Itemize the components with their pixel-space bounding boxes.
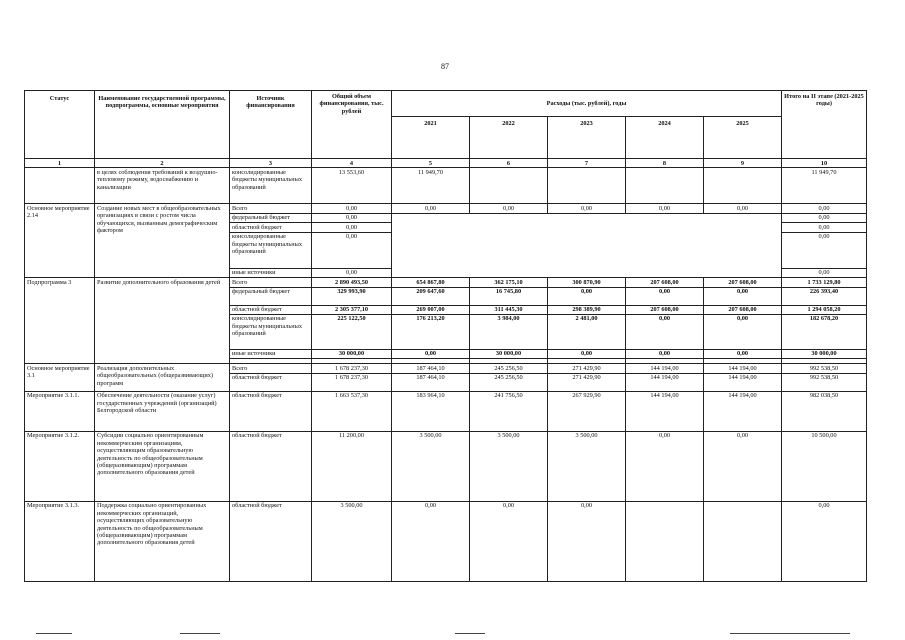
year-cell: 0,00: [548, 287, 626, 305]
header-total: Общий объем финансирования, тыс. рублей: [312, 91, 392, 159]
year-cell: 267 929,90: [548, 391, 626, 431]
year-cell: 0,00: [392, 501, 470, 581]
status-cell: Мероприятие 3.1.1.: [25, 391, 95, 431]
stage-cell: 182 678,20: [782, 314, 867, 349]
year-cell: 144 194,00: [626, 391, 704, 431]
status-cell: [25, 168, 95, 204]
stage-cell: 1 294 058,20: [782, 305, 867, 314]
source-cell: областной бюджет: [230, 431, 312, 501]
year-cell: 0,00: [548, 501, 626, 581]
table-row: [25, 364, 867, 373]
year-cell: 144 194,00: [704, 391, 782, 431]
status-cell: Основное мероприятие 3.1: [25, 364, 95, 391]
name-cell: Поддержка социально ориентированных некоммерческих организаций, осуществляющих образовательную деятельность по общеобразовательным (общеразвивающим) программам дополнительного образования детей: [95, 501, 230, 581]
status-cell: Подпрограмма 3: [25, 278, 95, 364]
year-cell: 3 984,00: [470, 314, 548, 349]
budget-table: [24, 90, 867, 582]
stage-cell: 30 000,00: [782, 349, 867, 358]
total-cell: 30 000,00: [312, 349, 392, 358]
year-cell: [548, 168, 626, 204]
header-year-2023: 2023: [548, 117, 626, 159]
year-cell: 654 867,80: [392, 278, 470, 287]
year-cell: 207 608,00: [626, 278, 704, 287]
source-cell: областной бюджет: [230, 223, 312, 232]
header-expenses: Расходы (тыс. рублей), годы: [392, 91, 782, 117]
source-cell: федеральный бюджет: [230, 213, 312, 222]
header-source: Источник финансирования: [230, 91, 312, 159]
total-cell: 0,00: [312, 268, 392, 277]
year-cell: 0,00: [626, 314, 704, 349]
year-cell: 0,00: [470, 501, 548, 581]
total-cell: 13 553,60: [312, 168, 392, 204]
stage-cell: 226 393,40: [782, 287, 867, 305]
header-year-2021: 2021: [392, 117, 470, 159]
stage-cell: 0,00: [782, 213, 867, 222]
year-cell: 3 500,00: [548, 431, 626, 501]
year-cell: 271 429,90: [548, 373, 626, 391]
source-cell: иные источники: [230, 268, 312, 277]
year-cell: 144 194,00: [704, 373, 782, 391]
year-cell: 0,00: [392, 204, 470, 213]
total-cell: 1 678 237,30: [312, 373, 392, 391]
year-cell: [704, 501, 782, 581]
stage-cell: 10 500,00: [782, 431, 867, 501]
page-edge-mark: [36, 633, 72, 634]
header-row: [25, 91, 867, 117]
name-cell: в целях соблюдения требований к воздушно-тепловому режиму, водоснабжению и канализации: [95, 168, 230, 204]
page-edge-mark: [730, 633, 850, 634]
header-name: Наименование государственной программы, подпрограммы, основные мероприятия: [95, 91, 230, 159]
year-cell: 207 608,00: [626, 305, 704, 314]
col-number: 4: [312, 159, 392, 168]
source-cell: областной бюджет: [230, 501, 312, 581]
year-cell: 187 464,10: [392, 364, 470, 373]
column-numbers-row: [25, 159, 867, 168]
year-cell: 3 500,00: [392, 431, 470, 501]
year-cell: 144 194,00: [626, 364, 704, 373]
header-year-2022: 2022: [470, 117, 548, 159]
header-year-2024: 2024: [626, 117, 704, 159]
source-cell: областной бюджет: [230, 305, 312, 314]
year-cell: 241 756,50: [470, 391, 548, 431]
table-row: [25, 431, 867, 501]
header-year-2025: 2025: [704, 117, 782, 159]
source-cell: иные источники: [230, 349, 312, 358]
col-number: 10: [782, 159, 867, 168]
year-cell: 2 481,00: [548, 314, 626, 349]
total-cell: 225 122,50: [312, 314, 392, 349]
year-cell: 0,00: [626, 349, 704, 358]
source-cell: Всего: [230, 204, 312, 213]
source-cell: федеральный бюджет: [230, 287, 312, 305]
year-cell: 269 007,00: [392, 305, 470, 314]
total-cell: 1 663 537,30: [312, 391, 392, 431]
header-status: Статус: [25, 91, 95, 159]
status-cell: Мероприятие 3.1.2.: [25, 431, 95, 501]
year-cell: 245 256,50: [470, 364, 548, 373]
header-stage-total: Итого на II этапе (2021-2025 годы): [782, 91, 867, 159]
stage-cell: 0,00: [782, 223, 867, 232]
col-number: 3: [230, 159, 312, 168]
year-cell: [470, 168, 548, 204]
name-cell: Создание новых мест в общеобразовательных организациях в связи с ростом числа обучающихся, вызванным демографическим фактором: [95, 204, 230, 278]
year-cell: [704, 168, 782, 204]
table-row: [25, 168, 867, 204]
page-edge-mark: [455, 633, 485, 634]
year-cell: 187 464,10: [392, 373, 470, 391]
total-cell: 11 200,00: [312, 431, 392, 501]
year-cell: 0,00: [704, 287, 782, 305]
year-cell: 0,00: [626, 431, 704, 501]
year-cell: 245 256,50: [470, 373, 548, 391]
total-cell: 3 500,00: [312, 501, 392, 581]
source-cell: Всего: [230, 278, 312, 287]
year-cell: [626, 501, 704, 581]
year-cell: 0,00: [548, 204, 626, 213]
stage-cell: 11 949,70: [782, 168, 867, 204]
year-cell: 0,00: [392, 349, 470, 358]
col-number: 2: [95, 159, 230, 168]
year-cell: 3 500,00: [470, 431, 548, 501]
year-cell: 298 389,90: [548, 305, 626, 314]
page-edge-mark: [180, 633, 220, 634]
status-cell: Мероприятие 3.1.3.: [25, 501, 95, 581]
col-number: 6: [470, 159, 548, 168]
year-cell: [626, 168, 704, 204]
total-cell: 0,00: [312, 223, 392, 232]
year-cell: 11 949,70: [392, 168, 470, 204]
year-cell: 0,00: [626, 204, 704, 213]
col-number: 7: [548, 159, 626, 168]
source-cell: областной бюджет: [230, 373, 312, 391]
name-cell: Реализация дополнительных общеобразовательных (общеразвивающих) программ: [95, 364, 230, 391]
year-cell: 207 608,00: [704, 278, 782, 287]
total-cell: 1 678 237,30: [312, 364, 392, 373]
year-cell: 176 213,20: [392, 314, 470, 349]
total-cell: 2 890 493,50: [312, 278, 392, 287]
status-cell: Основное мероприятие 2.14: [25, 204, 95, 278]
year-cell: 0,00: [548, 349, 626, 358]
year-cell: 362 175,10: [470, 278, 548, 287]
year-cell: 30 000,00: [470, 349, 548, 358]
stage-cell: 0,00: [782, 232, 867, 268]
year-cell: 0,00: [626, 287, 704, 305]
name-cell: Субсидии социально ориентированным некоммерческим организациям, осуществляющим образовательную деятельность по общеобразовательным (общеразвивающим) программам дополнительного образования детей: [95, 431, 230, 501]
total-cell: 2 305 377,10: [312, 305, 392, 314]
stage-cell: 0,00: [782, 501, 867, 581]
total-cell: 0,00: [312, 232, 392, 268]
year-cell: 144 194,00: [626, 373, 704, 391]
table-row: [25, 501, 867, 581]
stage-cell: 1 733 129,80: [782, 278, 867, 287]
year-cells-empty: [392, 213, 782, 277]
col-number: 5: [392, 159, 470, 168]
year-cell: 300 870,90: [548, 278, 626, 287]
col-number: 8: [626, 159, 704, 168]
total-cell: 0,00: [312, 213, 392, 222]
year-cell: 0,00: [704, 204, 782, 213]
year-cell: 209 647,60: [392, 287, 470, 305]
source-cell: Всего: [230, 364, 312, 373]
year-cell: 311 445,30: [470, 305, 548, 314]
source-cell: консолидированные бюджеты муниципальных образований: [230, 168, 312, 204]
name-cell: Развитие дополнительного образования детей: [95, 278, 230, 364]
page-number: 87: [441, 62, 449, 71]
stage-cell: 0,00: [782, 204, 867, 213]
table-row: [25, 391, 867, 431]
col-number: 9: [704, 159, 782, 168]
stage-cell: 992 538,50: [782, 364, 867, 373]
name-cell: Обеспечение деятельности (оказание услуг) государственных учреждений (организаций) Белгородской области: [95, 391, 230, 431]
year-cell: 144 194,00: [704, 364, 782, 373]
stage-cell: 0,00: [782, 268, 867, 277]
year-cell: 0,00: [470, 204, 548, 213]
stage-cell: 992 538,50: [782, 373, 867, 391]
year-cell: 207 608,00: [704, 305, 782, 314]
total-cell: 0,00: [312, 204, 392, 213]
year-cell: 183 964,10: [392, 391, 470, 431]
total-cell: 329 993,90: [312, 287, 392, 305]
stage-cell: 982 038,50: [782, 391, 867, 431]
table-row: [25, 204, 867, 213]
source-cell: консолидированные бюджеты муниципальных образований: [230, 314, 312, 349]
source-cell: областной бюджет: [230, 391, 312, 431]
year-cell: 271 429,90: [548, 364, 626, 373]
year-cell: 0,00: [704, 349, 782, 358]
year-cell: 0,00: [704, 314, 782, 349]
col-number: 1: [25, 159, 95, 168]
year-cell: 0,00: [704, 431, 782, 501]
year-cell: 16 745,80: [470, 287, 548, 305]
table-row: [25, 278, 867, 287]
source-cell: консолидированные бюджеты муниципальных образований: [230, 232, 312, 268]
